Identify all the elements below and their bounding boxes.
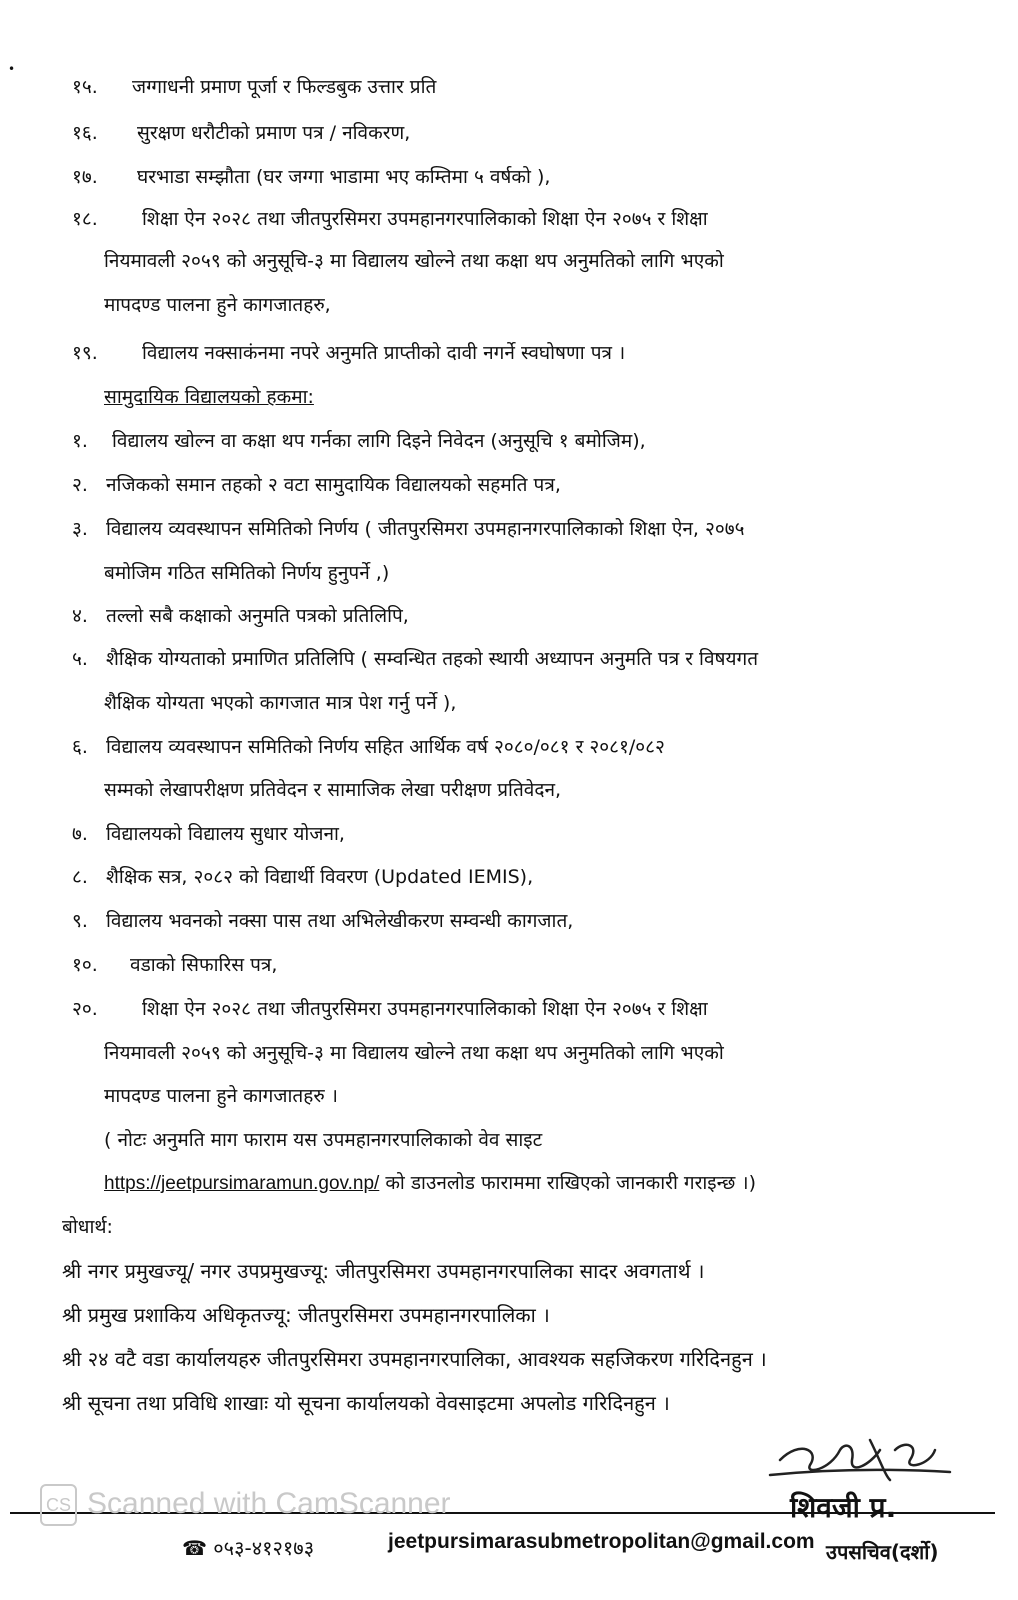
list-item-17 (72, 164, 550, 190)
phone-number: ०५३-४१२१७३ (213, 1536, 315, 1560)
item-text: शिक्षा ऐन २०२८ तथा जीतपुरसिमरा उपमहानगरपालिकाको शिक्षा ऐन २०७५ र शिक्षा (142, 998, 708, 1020)
list-item-10 (72, 952, 277, 978)
item-text: शैक्षिक सत्र, २०८२ को विद्यार्थी विवरण (Updated IEMIS), (106, 866, 534, 888)
cc-line: श्री प्रमुख प्रशाकिय अधिकृतज्यू: जीतपुरसिमरा उपमहानगरपालिका । (62, 1303, 550, 1327)
list-item-9 (72, 908, 573, 934)
item-number: १. (72, 430, 88, 452)
list-item-19 (72, 340, 625, 366)
item-text: घरभाडा सम्झौता (घर जग्गा भाडामा भए कम्तिमा ५ वर्षको ), (137, 166, 551, 188)
item-number: ७. (72, 823, 88, 845)
item-number: २. (72, 474, 88, 496)
item-text: विद्यालय व्यवस्थापन समितिको निर्णय ( जीतपुरसिमरा उपमहानगरपालिकाको शिक्षा ऐन, २०७५ (106, 518, 745, 540)
list-item-5 (72, 646, 758, 672)
list-item-2 (72, 472, 561, 498)
section-heading: सामुदायिक विद्यालयको हकमा: (104, 386, 314, 408)
camscanner-logo-icon: CS (40, 1484, 77, 1526)
cc-line: श्री २४ वटै वडा कार्यालयहरु जीतपुरसिमरा उपमहानगरपालिका, आवश्यक सहजिकरण गरिदिनहुन । (62, 1347, 767, 1371)
item-text: विद्यालय नक्साकंनमा नपरे अनुमति प्राप्तीको दावी नगर्ने स्वघोषणा पत्र । (142, 342, 626, 364)
item-number: ५. (72, 648, 88, 670)
watermark-text: Scanned with CamScanner (87, 1486, 451, 1520)
item-text: नजिकको समान तहको २ वटा सामुदायिक विद्यालयको सहमति पत्र, (106, 474, 561, 496)
list-item-7 (72, 821, 345, 847)
list-item-6 (72, 734, 665, 760)
footer-email[interactable]: jeetpursimarasubmetropolitan@gmail.com (388, 1530, 815, 1553)
item-continuation: सम्मको लेखापरीक्षण प्रतिवेदन र सामाजिक लेखा परीक्षण प्रतिवेदन, (104, 779, 562, 801)
item-continuation: नियमावली २०५९ को अनुसूचि-३ मा विद्यालय खोल्ने तथा कक्षा थप अनुमतिको लागि भएको (104, 250, 724, 272)
item-text: विद्यालय भवनको नक्सा पास तथा अभिलेखीकरण सम्वन्धी कागजात, (106, 910, 574, 932)
list-item-15 (72, 74, 436, 100)
item-text: विद्यालय खोल्न वा कक्षा थप गर्नका लागि दिइने निवेदन (अनुसूचि १ बमोजिम), (112, 430, 646, 452)
item-number: १९. (72, 342, 98, 364)
item-continuation: शैक्षिक योग्यता भएको कागजात मात्र पेश गर्नु पर्ने ), (104, 692, 457, 714)
item-text: शैक्षिक योग्यताको प्रमाणित प्रतिलिपि ( सम्वन्धित तहको स्थायी अध्यापन अनुमति पत्र र विषयगत (106, 648, 759, 670)
signer-title: उपसचिव(दर्शो) (826, 1540, 939, 1564)
list-item-4 (72, 603, 409, 629)
item-number: १६. (72, 122, 98, 144)
item-text: विद्यालय व्यवस्थापन समितिको निर्णय सहित आर्थिक वर्ष २०८०/०८१ र २०८१/०८२ (106, 736, 665, 758)
list-item-18 (72, 206, 708, 232)
item-continuation: मापदण्ड पालना हुने कागजातहरु । (104, 1085, 338, 1107)
item-number: १०. (72, 954, 98, 976)
scan-mark: • (8, 62, 16, 76)
camscanner-watermark (40, 1484, 451, 1526)
item-continuation: बमोजिम गठित समितिको निर्णय हुनुपर्ने ,) (104, 562, 390, 584)
item-continuation: मापदण्ड पालना हुने कागजातहरु, (104, 294, 331, 316)
item-number: २०. (72, 998, 98, 1020)
cc-heading: बोधार्थ: (62, 1216, 113, 1238)
list-item-16 (72, 120, 410, 146)
item-number: १५. (72, 76, 98, 98)
note-line-1: ( नोटः अनुमति माग फाराम यस उपमहानगरपालिकाको वेव साइट (104, 1129, 543, 1151)
item-text: शिक्षा ऐन २०२८ तथा जीतपुरसिमरा उपमहानगरपालिकाको शिक्षा ऐन २०७५ र शिक्षा (142, 208, 708, 230)
item-text: जग्गाधनी प्रमाण पूर्जा र फिल्डबुक उत्तार प्रति (132, 76, 437, 98)
phone-icon: ☎ (182, 1536, 207, 1560)
item-number: ८. (72, 866, 88, 888)
list-item-20 (72, 996, 708, 1022)
note-line-2 (104, 1170, 756, 1197)
item-text: सुरक्षण धरौटीको प्रमाण पत्र / नविकरण, (137, 122, 411, 144)
item-continuation: नियमावली २०५९ को अनुसूचि-३ मा विद्यालय खोल्ने तथा कक्षा थप अनुमतिको लागि भएको (104, 1042, 724, 1064)
item-number: ४. (72, 605, 88, 627)
signer-name: शिवजी प्र. (790, 1491, 897, 1524)
website-link[interactable]: https://jeetpursimaramun.gov.np/ (104, 1173, 380, 1194)
footer-phone (182, 1534, 314, 1561)
list-item-3 (72, 516, 745, 542)
note-text: को डाउनलोड फाराममा राखिएको जानकारी गराइन्छ ।) (379, 1172, 757, 1194)
item-number: ६. (72, 736, 88, 758)
list-item-1 (72, 428, 646, 454)
item-text: वडाको सिफारिस पत्र, (130, 954, 278, 976)
item-text: विद्यालयको विद्यालय सुधार योजना, (106, 823, 345, 845)
item-number: १७. (72, 166, 98, 188)
item-number: १८. (72, 208, 98, 230)
item-number: ३. (72, 518, 88, 540)
list-item-8 (72, 864, 533, 890)
item-number: ९. (72, 910, 88, 932)
cc-line: श्री नगर प्रमुखज्यू/ नगर उपप्रमुखज्यू: जीतपुरसिमरा उपमहानगरपालिका सादर अवगतार्थ । (62, 1259, 705, 1283)
item-text: तल्लो सबै कक्षाको अनुमति पत्रको प्रतिलिपि, (106, 605, 409, 627)
cc-line: श्री सूचना तथा प्रविधि शाखाः यो सूचना कार्यालयको वेवसाइटमा अपलोड गरिदिनहुन । (62, 1391, 670, 1415)
